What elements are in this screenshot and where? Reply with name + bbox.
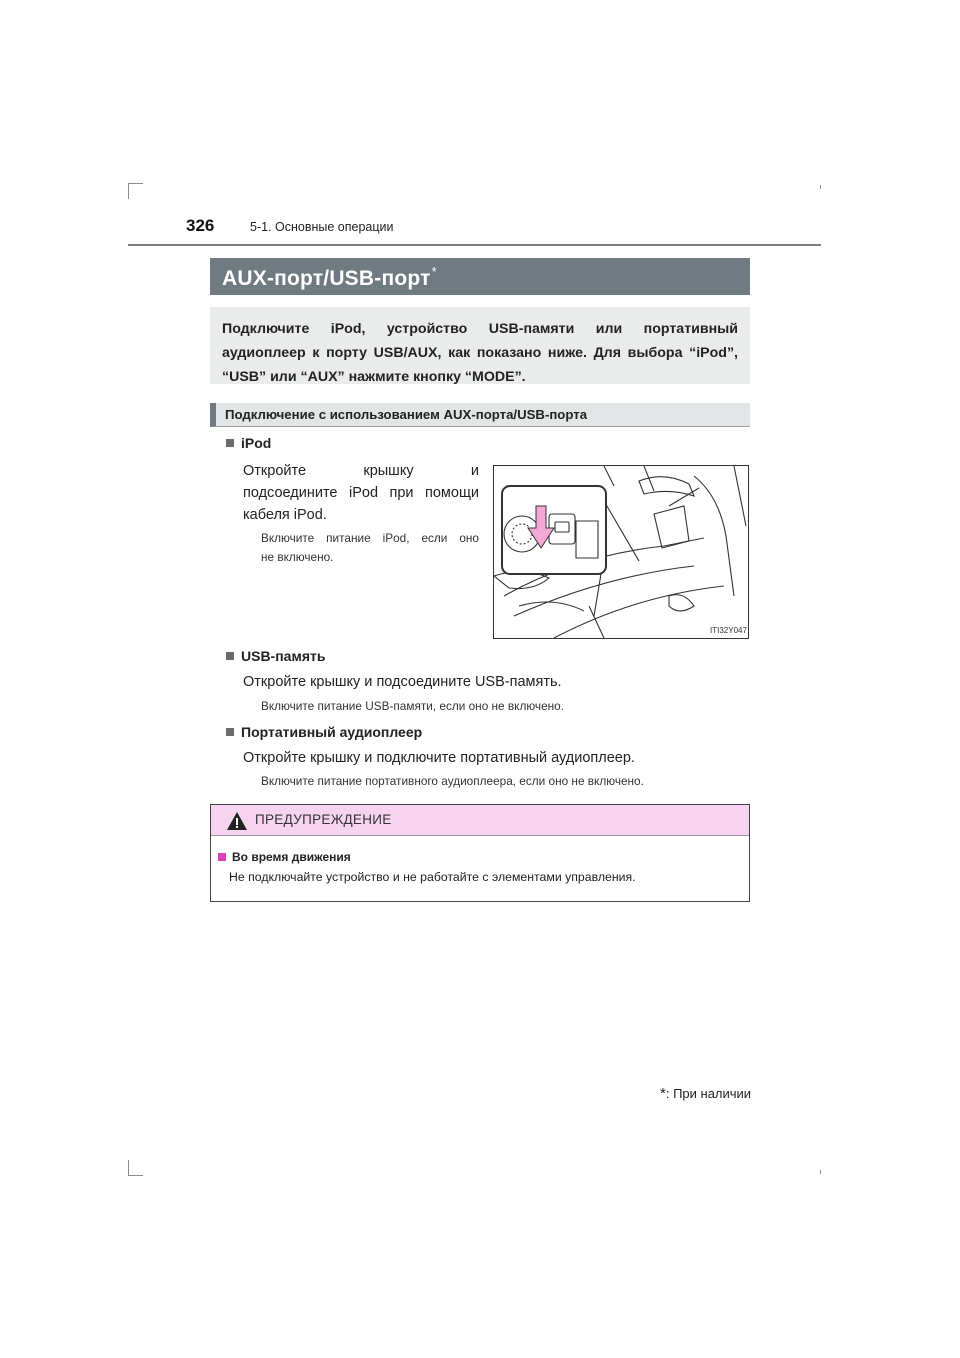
item-text-usb: Откройте крышку и подсоедините USB-память. [243, 674, 562, 690]
warning-text: Не подключайте устройство и не работайте с элементами управления. [229, 870, 636, 884]
crop-mark-top-right [820, 185, 821, 189]
header-rule [128, 244, 821, 246]
footnote-marker: * [660, 1085, 666, 1102]
crop-mark-bottom-left-v [128, 1160, 129, 1175]
warning-header [211, 805, 749, 836]
warning-subheading: Во время движения [218, 850, 351, 864]
item-note-ipod: Включите питание iPod, если оно не включено. [261, 531, 479, 564]
page-title-text: AUX-порт/USB-порт [222, 267, 431, 290]
bullet-square [226, 652, 234, 660]
item-text-ipod: Откройте крышку и подсоедините iPod при помощи кабеля iPod. [243, 463, 479, 523]
subheading: Подключение с использованием AUX-порта/USB-порта [210, 403, 750, 427]
item-note-usb: Включите питание USB-памяти, если оно не включено. [261, 699, 564, 713]
warning-box [210, 804, 750, 902]
footnote-text: : При наличии [665, 1086, 752, 1101]
optional-marker: * [431, 264, 437, 279]
item-heading-player: Портативный аудиоплеер [226, 724, 422, 740]
crop-mark-bottom-left-h [128, 1175, 143, 1176]
page-number: 326 [186, 216, 215, 235]
crop-mark-top-left-h [128, 183, 143, 184]
footnote [660, 1085, 751, 1102]
crop-mark-top-left-v [128, 183, 129, 199]
bullet-square [226, 728, 234, 736]
item-text-player: Откройте крышку и подключите портативный аудиоплеер. [243, 750, 635, 766]
item-note-player: Включите питание портативного аудиоплеера, если оно не включено. [261, 774, 644, 788]
item-heading-ipod: iPod [226, 435, 271, 451]
section-label: 5-1. Основные операции [250, 220, 394, 234]
intro-box: Подключите iPod, устройство USB-памяти или портативный аудиоплеер к порту USB/AUX, как показано ниже. Для выбора “iPod”, “USB” или “AUX” нажмите кнопку “MODE”. [210, 307, 750, 384]
page-title [210, 258, 750, 295]
warning-triangle-icon [226, 811, 248, 831]
figure-code: ITI32Y047 [710, 626, 747, 635]
warning-title: ПРЕДУПРЕЖДЕНИЕ [255, 812, 392, 827]
bullet-square [226, 439, 234, 447]
warning-bullet [218, 853, 226, 861]
usb-aux-port-illustration [493, 465, 749, 639]
item-heading-usb: USB-память [226, 648, 325, 664]
console-drawing [494, 466, 748, 638]
crop-mark-bottom-right [820, 1170, 821, 1174]
